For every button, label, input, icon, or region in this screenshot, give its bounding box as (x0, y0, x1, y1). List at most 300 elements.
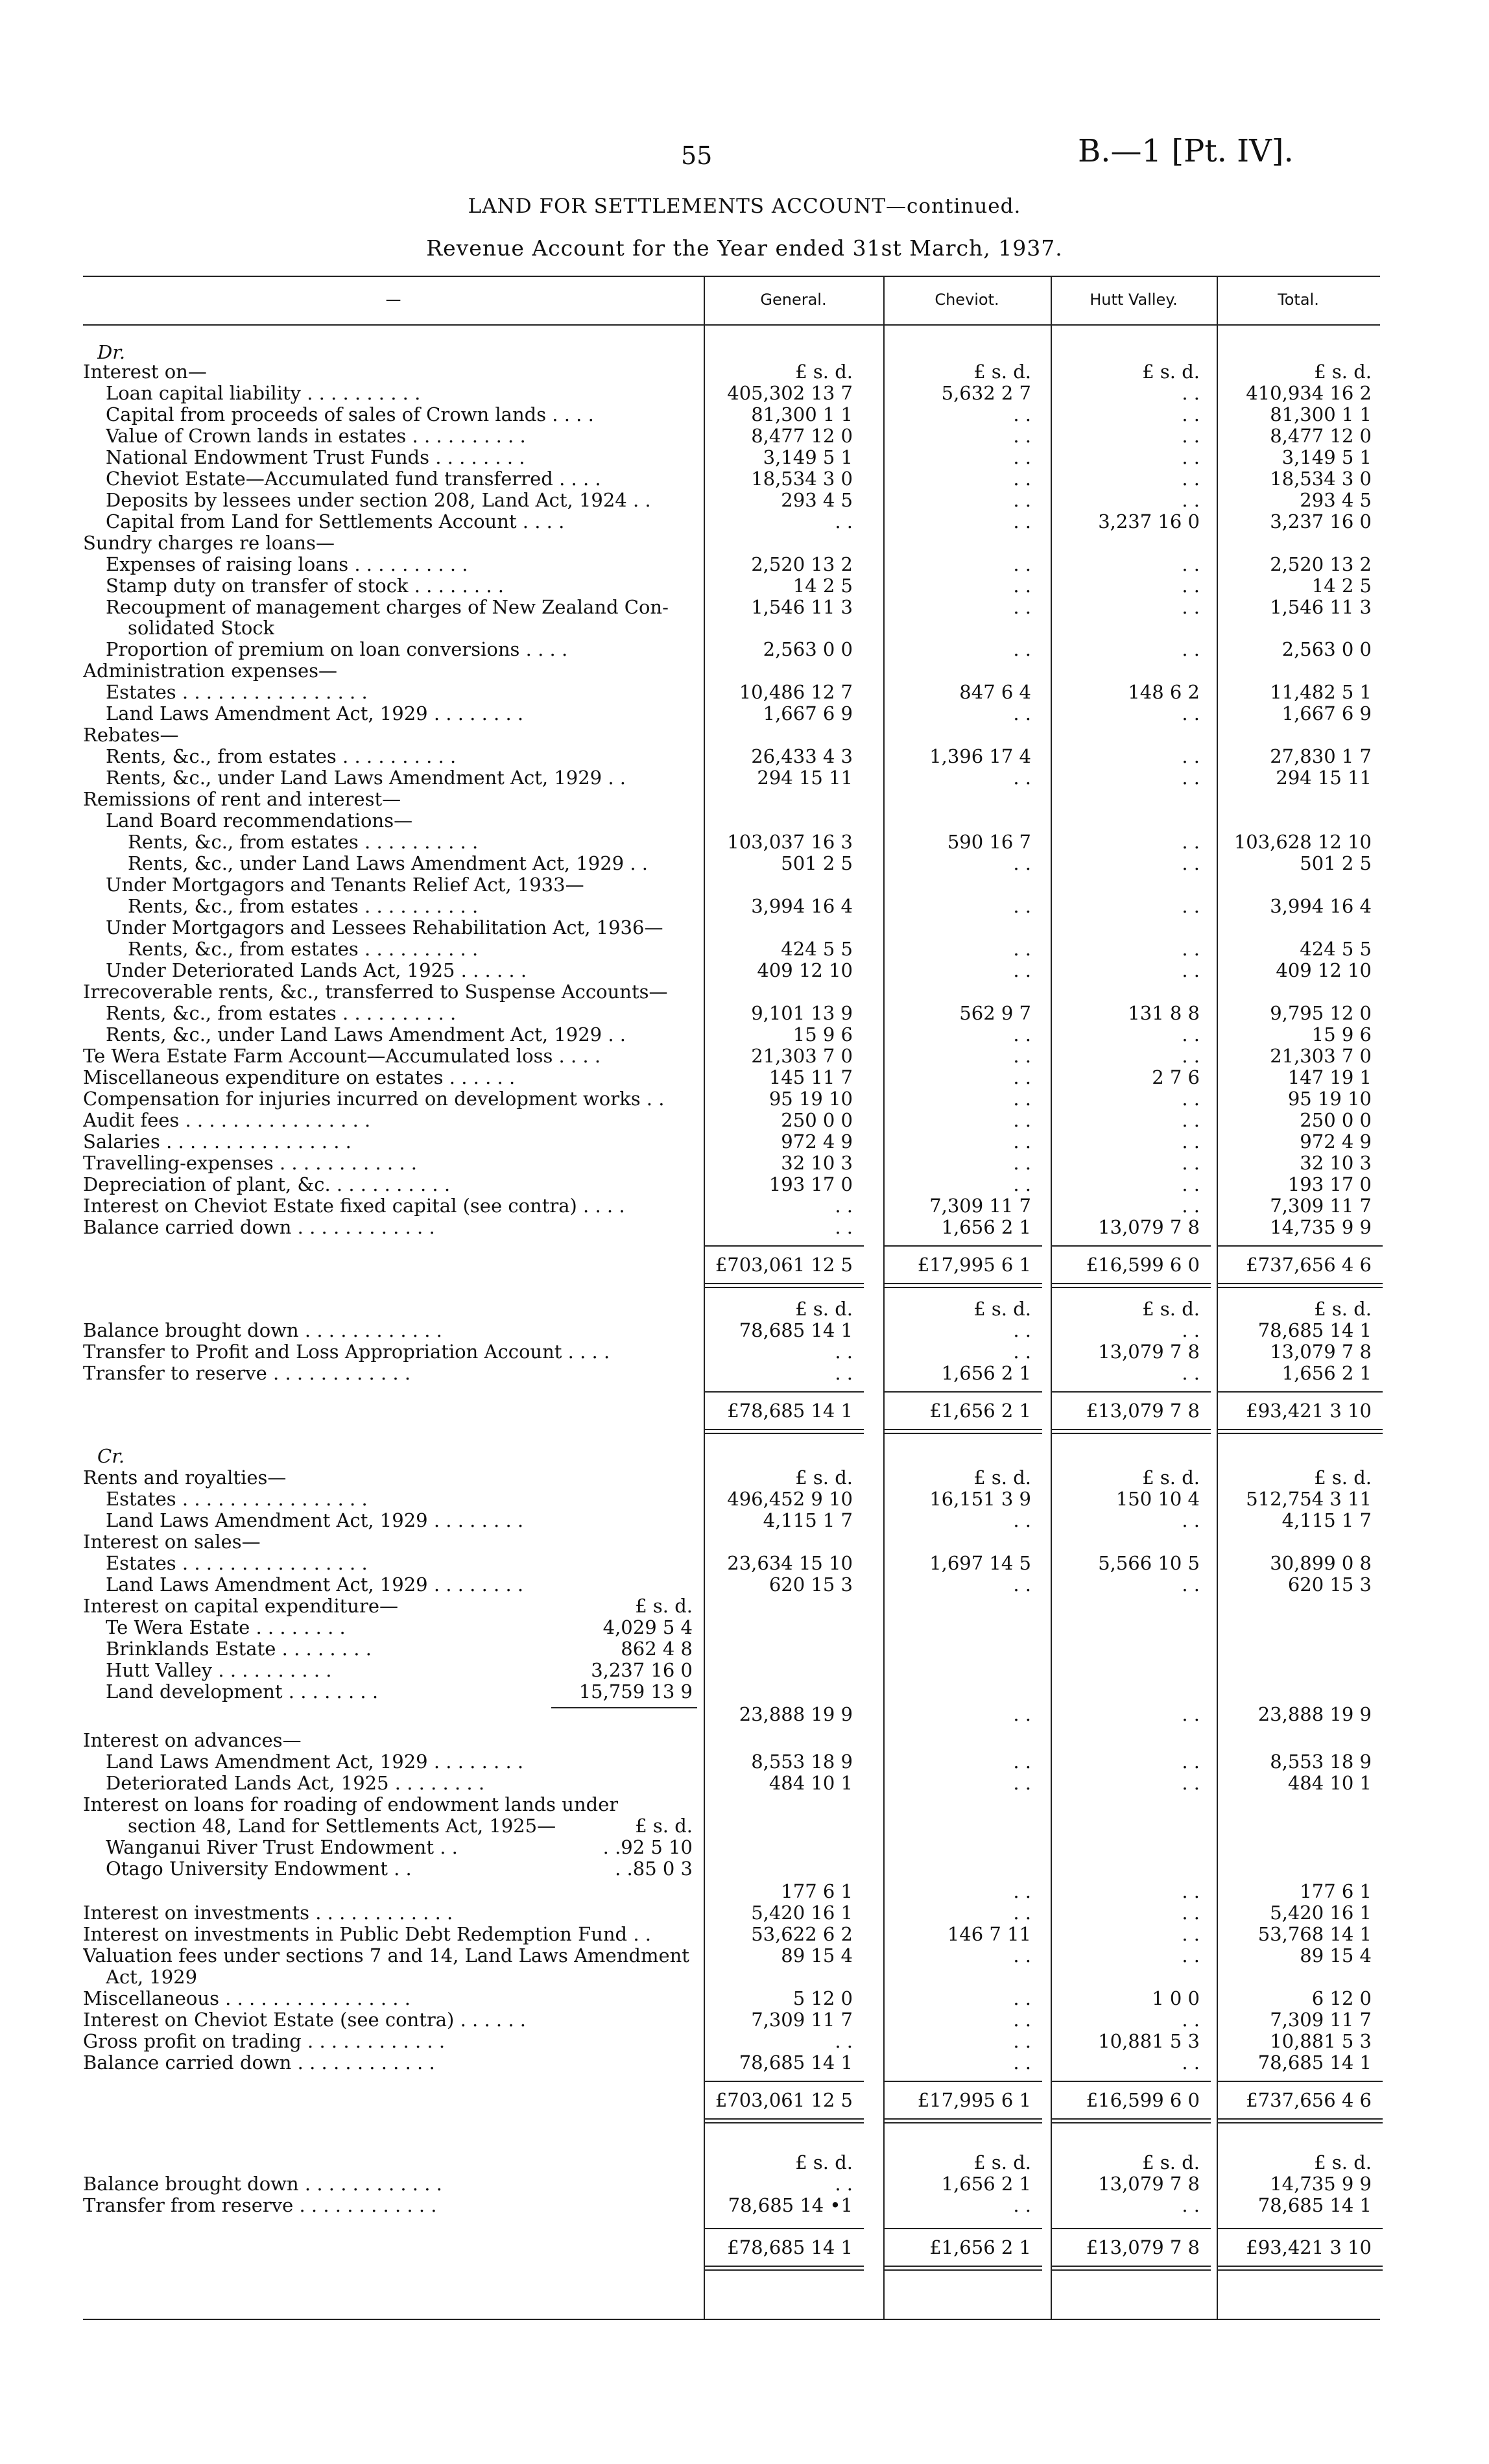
amount-cell: . . (1182, 425, 1200, 447)
amount-cell: 2,520 13 2 (1270, 553, 1372, 575)
row-label: Otago University Endowment . . (106, 1858, 412, 1880)
amount-cell: 15 9 6 (792, 1023, 853, 1046)
total-rule (883, 1429, 1042, 1430)
row-label: Sundry charges re loans— (83, 532, 335, 554)
amount-cell: . . (1013, 1987, 1031, 2009)
amount-cell: 405,302 13 7 (727, 382, 853, 404)
column-total: £13,079 7 8 (1086, 2236, 1200, 2258)
amount-cell: . . (1182, 403, 1200, 425)
amount-cell: . . (1013, 1703, 1031, 1725)
column-total: £1,656 2 1 (929, 1400, 1031, 1422)
amount-cell: 4,115 1 7 (1281, 1509, 1372, 1531)
amount-cell: . . (1013, 1509, 1031, 1531)
amount-cell: . . (1182, 895, 1200, 917)
amount-cell: 14 2 5 (1311, 575, 1372, 597)
amount-cell: 146 7 11 (947, 1923, 1031, 1945)
amount-cell: . . (1182, 1944, 1200, 1967)
row-label: Te Wera Estate Farm Account—Accumulated loss . . . . (83, 1045, 601, 1067)
row-label: Salaries . . . . . . . . . . . . . . . . (83, 1130, 351, 1153)
total-rule (883, 2269, 1042, 2271)
account-title: LAND FOR SETTLEMENTS ACCOUNT—continued. (468, 195, 1021, 218)
document-code: B.—1 [Pt. IV]. (1078, 133, 1294, 169)
amount-cell: 1,396 17 4 (929, 745, 1031, 767)
total-rule (1217, 1283, 1383, 1284)
total-rule (1217, 1391, 1383, 1393)
column-header-general: General. (760, 291, 827, 309)
amount-cell: 16,151 3 9 (929, 1488, 1031, 1510)
row-label: Interest on sales— (83, 1531, 261, 1553)
amount-cell: 26,433 4 3 (751, 745, 853, 767)
row-label: Deteriorated Lands Act, 1925 . . . . . . . . (106, 1772, 485, 1794)
currency-header: £ s. d. (973, 1298, 1031, 1320)
amount-cell: 1,656 2 1 (1281, 1362, 1372, 1384)
amount-cell: 30,899 0 8 (1270, 1552, 1372, 1574)
amount-cell: . . (1182, 959, 1200, 981)
amount-cell: 1,697 14 5 (929, 1552, 1031, 1574)
currency-header: £ s. d. (1142, 361, 1200, 383)
amount-cell: 177 6 1 (1300, 1880, 1372, 1902)
total-rule (1051, 2122, 1211, 2123)
amount-cell: 6 12 0 (1311, 1987, 1372, 2009)
amount-cell: 32 10 3 (781, 1152, 853, 1174)
amount-cell: 294 15 11 (757, 767, 853, 789)
amount-cell: . . (1182, 1195, 1200, 1217)
total-rule (1217, 2118, 1383, 2120)
amount-cell: . . (1182, 1319, 1200, 1341)
total-rule (704, 2081, 864, 2082)
amount-cell: . . (1013, 489, 1031, 511)
row-label: Rents, &c., under Land Laws Amendment Act, 1929 . . (128, 852, 649, 874)
amount-cell: . . (1182, 702, 1200, 724)
amount-cell: 13,079 7 8 (1270, 1341, 1372, 1363)
subtotal-value: 4,029 5 4 (602, 1616, 693, 1638)
column-divider (883, 276, 885, 2319)
total-rule (883, 1287, 1042, 1288)
amount-cell: . . (1013, 1045, 1031, 1067)
total-rule (704, 2122, 864, 2123)
amount-cell: 501 2 5 (781, 852, 853, 874)
total-rule (1051, 1283, 1211, 1284)
amount-cell: . . (1182, 1880, 1200, 1902)
amount-cell: . . (1013, 1902, 1031, 1924)
amount-cell: . . (1013, 2030, 1031, 2052)
amount-cell: 13,079 7 8 (1098, 1341, 1200, 1363)
amount-cell: 78,685 14 1 (739, 2051, 853, 2074)
total-rule (883, 2228, 1042, 2229)
page-number: 55 (681, 141, 713, 170)
subtotal-value: £ s. d. (635, 1815, 693, 1837)
amount-cell: . . (1013, 1772, 1031, 1794)
amount-cell: 972 4 9 (1300, 1130, 1372, 1153)
total-rule (1051, 1287, 1211, 1288)
amount-cell: 2,563 0 0 (1281, 638, 1372, 660)
amount-cell: 13,079 7 8 (1098, 1216, 1200, 1238)
currency-header: £ s. d. (795, 1466, 853, 1489)
subtotal-value: £ s. d. (635, 1595, 693, 1617)
amount-cell: 14,735 9 9 (1270, 1216, 1372, 1238)
column-total: £703,061 12 5 (715, 1254, 853, 1276)
row-label: Under Mortgagors and Lessees Rehabilitation Act, 1936— (106, 916, 663, 939)
row-label: Irrecoverable rents, &c., transferred to Suspense Accounts— (83, 981, 668, 1003)
amount-cell: . . (835, 1195, 853, 1217)
column-divider (1051, 276, 1052, 2319)
table-bottom-rule (83, 2319, 1380, 2320)
total-rule (883, 2118, 1042, 2120)
row-label: Hutt Valley . . . . . . . . . . (106, 1659, 332, 1681)
amount-cell: . . (1182, 446, 1200, 468)
total-rule (1217, 2122, 1383, 2123)
row-label: Interest on investments . . . . . . . . . . . . (83, 1902, 453, 1924)
amount-cell: 496,452 9 10 (727, 1488, 853, 1510)
amount-cell: 3,149 5 1 (763, 446, 853, 468)
amount-cell: . . (835, 1362, 853, 1384)
total-rule (1217, 2269, 1383, 2271)
row-label: Proportion of premium on loan conversions . . . . (106, 638, 568, 660)
amount-cell: 78,685 14 1 (1257, 1319, 1372, 1341)
row-label: Under Deteriorated Lands Act, 1925 . . . . . . (106, 959, 527, 981)
amount-cell: 5,420 16 1 (751, 1902, 853, 1924)
total-rule (704, 2266, 864, 2267)
amount-cell: . . (1182, 638, 1200, 660)
total-rule (1051, 1391, 1211, 1393)
amount-cell: 78,685 14 •1 (728, 2194, 853, 2216)
amount-cell: 424 5 5 (781, 938, 853, 960)
amount-cell: 847 6 4 (959, 681, 1031, 703)
row-label: Balance brought down . . . . . . . . . . . . (83, 2173, 442, 2195)
amount-cell: 14 2 5 (792, 575, 853, 597)
amount-cell: . . (1013, 510, 1031, 532)
row-label: Transfer to reserve . . . . . . . . . . . . (83, 1362, 411, 1384)
amount-cell: . . (1013, 938, 1031, 960)
row-label: Audit fees . . . . . . . . . . . . . . . . (83, 1109, 371, 1131)
amount-cell: . . (1013, 702, 1031, 724)
row-label: Miscellaneous expenditure on estates . . . . . . (83, 1066, 516, 1088)
total-rule (1217, 1429, 1383, 1430)
amount-cell: 484 10 1 (768, 1772, 853, 1794)
amount-cell: 7,309 11 7 (1270, 1195, 1372, 1217)
amount-cell: . . (1013, 1341, 1031, 1363)
amount-cell: 590 16 7 (947, 831, 1031, 853)
total-rule (1051, 1433, 1211, 1434)
column-total: £703,061 12 5 (715, 2089, 853, 2111)
header-bottom-rule (83, 324, 1380, 326)
amount-cell: 150 10 4 (1115, 1488, 1200, 1510)
amount-cell: . . (1182, 489, 1200, 511)
amount-cell: . . (1182, 1152, 1200, 1174)
column-total: £737,656 4 6 (1246, 2089, 1372, 2111)
amount-cell: 1,667 6 9 (1281, 702, 1372, 724)
currency-header: £ s. d. (1314, 1298, 1372, 1320)
amount-cell: 13,079 7 8 (1098, 2173, 1200, 2195)
amount-cell: 501 2 5 (1300, 852, 1372, 874)
row-label: Transfer from reserve . . . . . . . . . . . . (83, 2194, 437, 2216)
amount-cell: 23,888 19 9 (1257, 1703, 1372, 1725)
total-rule (1217, 2228, 1383, 2229)
currency-header: £ s. d. (795, 2151, 853, 2173)
amount-cell: . . (1182, 1923, 1200, 1945)
row-label: Land Board recommendations— (106, 809, 413, 831)
row-label: Act, 1929 (106, 1966, 198, 1988)
amount-cell: . . (835, 1341, 853, 1363)
total-rule (1217, 2266, 1383, 2267)
row-label: Balance carried down . . . . . . . . . . . . (83, 1216, 435, 1238)
column-total: £16,599 6 0 (1086, 1254, 1200, 1276)
amount-cell: 2 7 6 (1152, 1066, 1200, 1088)
amount-cell: 193 17 0 (1287, 1173, 1372, 1195)
total-rule (1217, 1245, 1383, 1247)
currency-header: £ s. d. (1142, 1466, 1200, 1489)
row-label: Wanganui River Trust Endowment . . (106, 1836, 458, 1858)
row-label: Compensation for injuries incurred on development works . . (83, 1088, 665, 1110)
currency-header: £ s. d. (973, 2151, 1031, 2173)
total-rule (1051, 1429, 1211, 1430)
currency-header: £ s. d. (1314, 1466, 1372, 1489)
amount-cell: . . (1182, 1751, 1200, 1773)
amount-cell: 27,830 1 7 (1270, 745, 1372, 767)
amount-cell: 3,149 5 1 (1281, 446, 1372, 468)
total-rule (883, 1433, 1042, 1434)
amount-cell: 53,622 6 2 (751, 1923, 853, 1945)
amount-cell: 5,420 16 1 (1270, 1902, 1372, 1924)
amount-cell: 4,115 1 7 (763, 1509, 853, 1531)
total-rule (704, 1429, 864, 1430)
total-rule (704, 2118, 864, 2120)
amount-cell: . . (1182, 1703, 1200, 1725)
amount-cell: . . (1182, 1362, 1200, 1384)
statement-subtitle: Revenue Account for the Year ended 31st March, 1937. (426, 235, 1063, 261)
amount-cell: 78,685 14 1 (739, 1319, 853, 1341)
amount-cell: 424 5 5 (1300, 938, 1372, 960)
amount-cell: . . (1182, 1509, 1200, 1531)
amount-cell: 7,309 11 7 (929, 1195, 1031, 1217)
amount-cell: . . (1182, 1045, 1200, 1067)
row-label: Gross profit on trading . . . . . . . . . . . . (83, 2030, 446, 2052)
row-label: Estates . . . . . . . . . . . . . . . . (106, 681, 368, 703)
column-total: £93,421 3 10 (1246, 1400, 1372, 1422)
currency-header: £ s. d. (973, 361, 1031, 383)
row-label: Rebates— (83, 724, 179, 746)
amount-cell: 147 19 1 (1287, 1066, 1372, 1088)
amount-cell: . . (1182, 1902, 1200, 1924)
amount-cell: 10,486 12 7 (739, 681, 853, 703)
amount-cell: . . (1013, 852, 1031, 874)
row-label: Interest on Cheviot Estate (see contra) . . . . . . (83, 2009, 526, 2031)
amount-cell: . . (835, 510, 853, 532)
amount-cell: . . (1182, 745, 1200, 767)
total-rule (1217, 1433, 1383, 1434)
amount-cell: 3,994 16 4 (751, 895, 853, 917)
amount-cell: . . (835, 2173, 853, 2195)
amount-cell: 8,553 18 9 (1270, 1751, 1372, 1773)
amount-cell: 1,546 11 3 (751, 596, 853, 618)
amount-cell: 7,309 11 7 (751, 2009, 853, 2031)
total-rule (883, 1283, 1042, 1284)
total-rule (1051, 2228, 1211, 2229)
amount-cell: 293 4 5 (1300, 489, 1372, 511)
amount-cell: . . (1013, 1944, 1031, 1967)
row-label: Travelling-expenses . . . . . . . . . . . . (83, 1152, 417, 1174)
amount-cell: 409 12 10 (757, 959, 853, 981)
row-label: Balance carried down . . . . . . . . . . . . (83, 2051, 435, 2074)
subtotal-value: . .92 5 10 (602, 1836, 693, 1858)
amount-cell: 103,628 12 10 (1233, 831, 1372, 853)
table-top-rule (83, 276, 1380, 277)
amount-cell: . . (1013, 403, 1031, 425)
amount-cell: 193 17 0 (768, 1173, 853, 1195)
row-label: Te Wera Estate . . . . . . . . (106, 1616, 346, 1638)
currency-header: £ s. d. (795, 361, 853, 383)
amount-cell: . . (1182, 938, 1200, 960)
amount-cell: 1,656 2 1 (941, 2173, 1031, 2195)
total-rule (704, 1245, 864, 1247)
amount-cell: 145 11 7 (768, 1066, 853, 1088)
total-rule (704, 2228, 864, 2229)
amount-cell: 1,656 2 1 (941, 1216, 1031, 1238)
amount-cell: . . (835, 1216, 853, 1238)
total-rule (1051, 2266, 1211, 2267)
row-label: Land Laws Amendment Act, 1929 . . . . . . . . (106, 1509, 524, 1531)
amount-cell: . . (1013, 2051, 1031, 2074)
amount-cell: 15 9 6 (1311, 1023, 1372, 1046)
amount-cell: 9,101 13 9 (751, 1002, 853, 1024)
total-rule (704, 1283, 864, 1284)
row-label: Land development . . . . . . . . (106, 1681, 379, 1703)
amount-cell: . . (1013, 767, 1031, 789)
amount-cell: 8,477 12 0 (1270, 425, 1372, 447)
amount-cell: . . (1182, 575, 1200, 597)
column-divider (704, 276, 705, 2319)
column-header-total: Total. (1278, 291, 1319, 309)
column-header-hutt-valley: Hutt Valley. (1090, 291, 1178, 309)
amount-cell: . . (1182, 468, 1200, 490)
amount-cell: . . (1013, 2194, 1031, 2216)
amount-cell: 1,656 2 1 (941, 1362, 1031, 1384)
row-label: Transfer to Profit and Loss Appropriation Account . . . . (83, 1341, 610, 1363)
total-rule (1051, 1245, 1211, 1247)
row-label: Under Mortgagors and Tenants Relief Act, 1933— (106, 874, 584, 896)
amount-cell: 81,300 1 1 (751, 403, 853, 425)
amount-cell: 10,881 5 3 (1098, 2030, 1200, 2052)
amount-cell: 78,685 14 1 (1257, 2051, 1372, 2074)
total-rule (883, 2266, 1042, 2267)
amount-cell: . . (1013, 1319, 1031, 1341)
row-label: Land Laws Amendment Act, 1929 . . . . . . . . (106, 702, 524, 724)
amount-cell: . . (1182, 831, 1200, 853)
amount-cell: . . (1182, 382, 1200, 404)
amount-cell: . . (1182, 596, 1200, 618)
amount-cell: . . (1013, 425, 1031, 447)
column-total: £737,656 4 6 (1246, 1254, 1372, 1276)
column-total: £78,685 14 1 (727, 1400, 853, 1422)
amount-cell: . . (1013, 1130, 1031, 1153)
row-label: Capital from proceeds of sales of Crown lands . . . . (106, 403, 594, 425)
amount-cell: 409 12 10 (1276, 959, 1372, 981)
amount-cell: 18,534 3 0 (1270, 468, 1372, 490)
amount-cell: 95 19 10 (1287, 1088, 1372, 1110)
column-total: £17,995 6 1 (917, 2089, 1031, 2111)
amount-cell: . . (1182, 1173, 1200, 1195)
row-label: Interest on capital expenditure— (83, 1595, 399, 1617)
amount-cell: 3,237 16 0 (1270, 510, 1372, 532)
amount-cell: 1 0 0 (1152, 1987, 1200, 2009)
currency-header: £ s. d. (1314, 2151, 1372, 2173)
amount-cell: . . (1013, 959, 1031, 981)
amount-cell: . . (1013, 446, 1031, 468)
row-label: Rents, &c., under Land Laws Amendment Act, 1929 . . (106, 767, 626, 789)
amount-cell: 14,735 9 9 (1270, 2173, 1372, 2195)
total-rule (1051, 2118, 1211, 2120)
amount-cell: . . (1182, 1573, 1200, 1596)
side-heading: Cr. (97, 1445, 125, 1467)
amount-cell: 250 0 0 (781, 1109, 853, 1131)
total-rule (704, 1391, 864, 1393)
amount-cell: 5,632 2 7 (941, 382, 1031, 404)
amount-cell: 410,934 16 2 (1246, 382, 1372, 404)
amount-cell: . . (1182, 2009, 1200, 2031)
amount-cell: 78,685 14 1 (1257, 2194, 1372, 2216)
amount-cell: 81,300 1 1 (1270, 403, 1372, 425)
amount-cell: 294 15 11 (1276, 767, 1372, 789)
currency-header: £ s. d. (1142, 2151, 1200, 2173)
amount-cell: . . (1013, 553, 1031, 575)
total-rule (704, 1433, 864, 1434)
amount-cell: 620 15 3 (1287, 1573, 1372, 1596)
amount-cell: 1,667 6 9 (763, 702, 853, 724)
row-label: Expenses of raising loans . . . . . . . . . . (106, 553, 468, 575)
total-rule (1051, 2269, 1211, 2271)
currency-header: £ s. d. (1314, 361, 1372, 383)
column-total: £1,656 2 1 (929, 2236, 1031, 2258)
row-label: Interest on loans for roading of endowment lands under (83, 1793, 619, 1815)
row-label: Rents, &c., from estates . . . . . . . . . . (128, 831, 479, 853)
subtotal-value: 862 4 8 (621, 1638, 693, 1660)
amount-cell: 5 12 0 (792, 1987, 853, 2009)
amount-cell: 32 10 3 (1300, 1152, 1372, 1174)
amount-cell: 7,309 11 7 (1270, 2009, 1372, 2031)
amount-cell: . . (1013, 895, 1031, 917)
row-label: National Endowment Trust Funds . . . . . . . . (106, 446, 525, 468)
row-label: Rents, &c., from estates . . . . . . . . . . (106, 1002, 457, 1024)
amount-cell: . . (1013, 1173, 1031, 1195)
amount-cell: . . (1013, 468, 1031, 490)
row-label: Estates . . . . . . . . . . . . . . . . (106, 1488, 368, 1510)
row-label: Miscellaneous . . . . . . . . . . . . . . . . (83, 1987, 411, 2009)
amount-cell: . . (1013, 1109, 1031, 1131)
row-label: Administration expenses— (83, 660, 338, 682)
total-rule (883, 2081, 1042, 2082)
amount-cell: . . (1013, 2009, 1031, 2031)
total-rule (883, 1245, 1042, 1247)
row-label: Remissions of rent and interest— (83, 788, 401, 810)
row-label: Cheviot Estate—Accumulated fund transferred . . . . (106, 468, 601, 490)
total-rule (883, 2122, 1042, 2123)
amount-cell: . . (1182, 1109, 1200, 1131)
subtotal-rule (551, 1707, 697, 1708)
amount-cell: . . (1013, 575, 1031, 597)
row-label: Interest on— (83, 361, 207, 383)
column-header-cheviot: Cheviot. (935, 291, 999, 309)
amount-cell: 21,303 7 0 (1270, 1045, 1372, 1067)
amount-cell: . . (1182, 1023, 1200, 1046)
amount-cell: 131 8 8 (1128, 1002, 1200, 1024)
row-label: section 48, Land for Settlements Act, 1925— (128, 1815, 556, 1837)
amount-cell: . . (1182, 1088, 1200, 1110)
amount-cell: 89 15 4 (1300, 1944, 1372, 1967)
row-label: Valuation fees under sections 7 and 14, Land Laws Amendment (83, 1944, 689, 1967)
subtotal-value: . .85 0 3 (615, 1858, 693, 1880)
amount-cell: . . (1182, 1772, 1200, 1794)
row-label: Balance brought down . . . . . . . . . . . . (83, 1319, 442, 1341)
